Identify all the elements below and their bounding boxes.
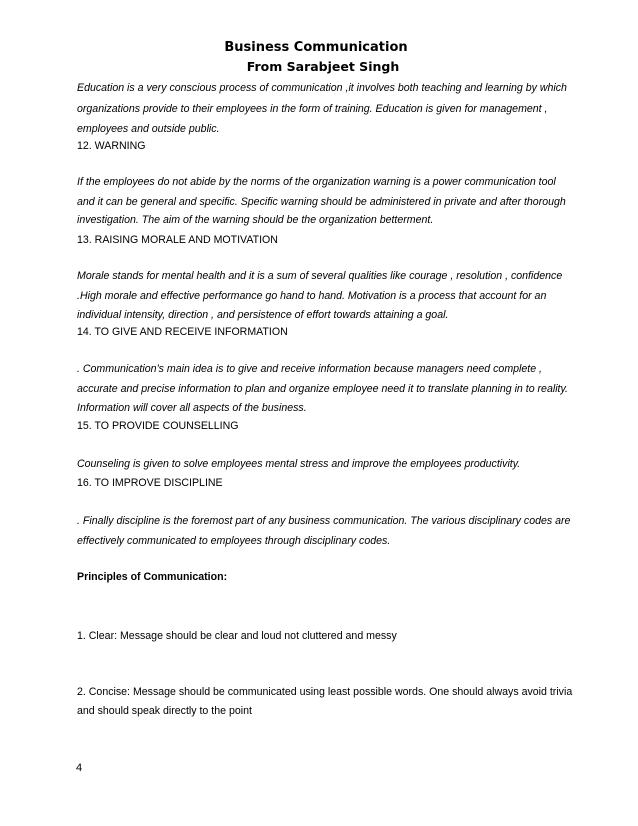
body-line: . Communication’s main idea is to give and receive information because managers need complete , — [77, 363, 543, 375]
body-line: Morale stands for mental health and it is a sum of several qualities like courage , resolution , confidence — [77, 270, 563, 282]
principles-heading: Principles of Communication: — [77, 571, 228, 583]
page-title: Business Communication — [224, 40, 408, 55]
section-heading: 15. TO PROVIDE COUNSELLING — [77, 420, 239, 432]
body-line: If the employees do not abide by the norms of the organization warning is a power communication tool — [77, 176, 556, 188]
body-line: .High morale and effective performance go hand to hand. Motivation is a process that account for an — [77, 290, 547, 302]
section-heading: 13. RAISING MORALE AND MOTIVATION — [77, 234, 278, 246]
body-line: . Finally discipline is the foremost part of any business communication. The various disciplinary codes are — [77, 515, 571, 527]
body-line: accurate and precise information to plan and organize employee need it to translate planning in to reality. — [77, 383, 568, 395]
body-line: individual intensity, direction , and persistence of effort towards attaining a goal. — [77, 309, 449, 321]
page-subtitle: From Sarabjeet Singh — [246, 59, 400, 74]
body-line: Information will cover all aspects of the business. — [77, 402, 307, 414]
principle-item: 1. Clear: Message should be clear and loud not cluttered and messy — [77, 630, 397, 642]
page-number: 4 — [76, 762, 83, 774]
body-line: Counseling is given to solve employees mental stress and improve the employees productivity. — [77, 458, 521, 470]
body-line: investigation. The aim of the warning should be the organization betterment. — [77, 214, 434, 226]
section-heading: 12. WARNING — [77, 140, 146, 152]
section-heading: 16. TO IMPROVE DISCIPLINE — [77, 477, 223, 489]
body-line: and it can be general and specific. Specific warning should be administered in private and after thorough — [77, 196, 566, 208]
principle-item: and should speak directly to the point — [77, 705, 252, 717]
principle-item: 2. Concise: Message should be communicated using least possible words. One should always avoid trivia — [77, 686, 573, 698]
body-line: employees and outside public. — [77, 123, 220, 135]
body-line: Education is a very conscious process of communication ,it involves both teaching and learning by which — [77, 82, 567, 94]
body-line: effectively communicated to employees through disciplinary codes. — [77, 535, 391, 547]
body-line: organizations provide to their employees in the form of training. Education is given for management , — [77, 103, 548, 115]
section-heading: 14. TO GIVE AND RECEIVE INFORMATION — [77, 326, 288, 338]
